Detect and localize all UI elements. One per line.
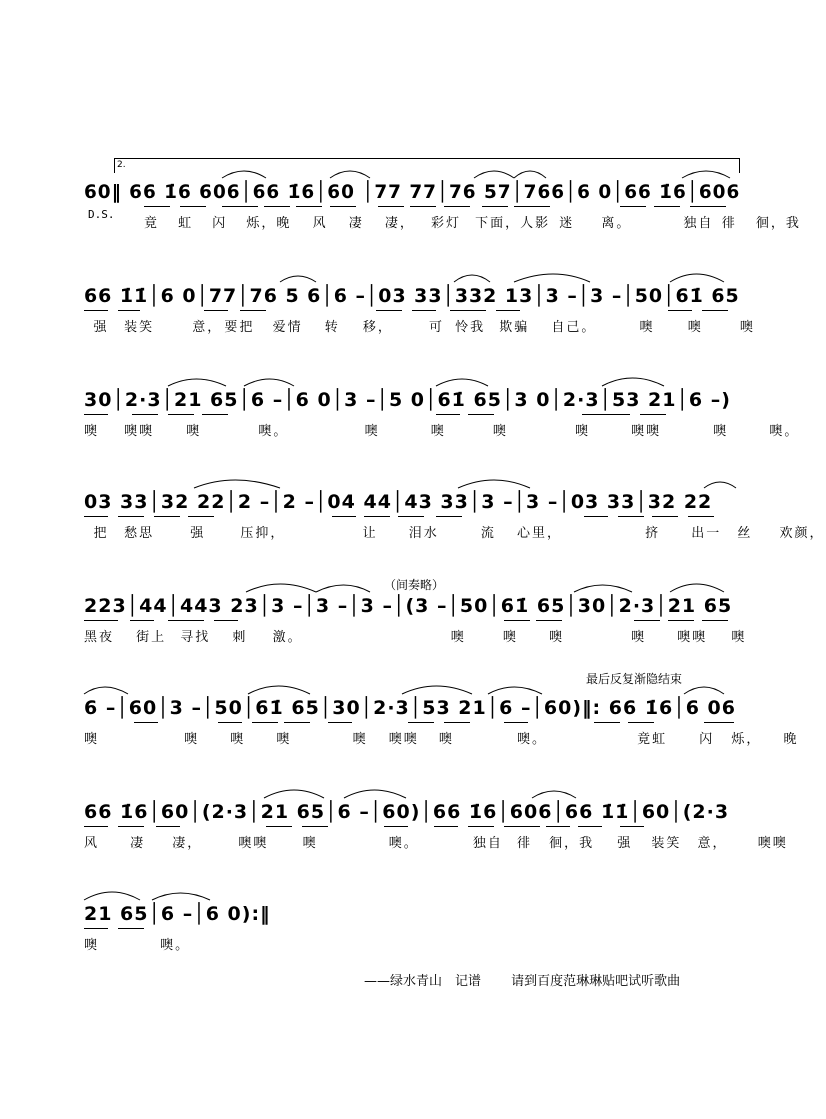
credit-author: ——绿水青山 记谱 [364, 974, 482, 989]
lyric-syllable: 出一 [691, 526, 722, 541]
duration-underline [594, 722, 620, 723]
duration-underline [118, 826, 144, 827]
lyric-syllable: 虹 [178, 216, 194, 231]
lyric-line [84, 422, 800, 442]
duration-underline [168, 414, 194, 415]
lyric-syllable: 彩灯 [430, 216, 461, 231]
duration-underline [578, 826, 602, 827]
credit-tip: 请到百度范琳琳贴吧试听歌曲 [511, 974, 681, 989]
duration-underline [330, 206, 356, 207]
duration-underline [118, 516, 144, 517]
duration-underline [702, 310, 728, 311]
duration-underline [154, 516, 180, 517]
interlude-note: （间奏略） [384, 578, 445, 592]
duration-underline [332, 516, 356, 517]
duration-underline [468, 826, 494, 827]
lyric-syllable: 噢 [84, 732, 100, 747]
lyric-syllable: 意， [697, 836, 728, 851]
duration-underline [604, 414, 630, 415]
duration-underline [408, 722, 434, 723]
lyric-syllable: 怜我 [455, 320, 486, 335]
duration-underline [434, 826, 458, 827]
lyric-syllable: 竟 [144, 216, 160, 231]
lyric-syllable: 可 [428, 320, 444, 335]
lyric-syllable: 噢 [713, 424, 729, 439]
duration-underline [482, 206, 508, 207]
duration-underline [132, 414, 158, 415]
lyric-syllable: 噢 [302, 836, 318, 851]
lyric-syllable: 装笑 [651, 836, 682, 851]
lyric-syllable: 流 [480, 526, 496, 541]
duration-underline [84, 516, 108, 517]
duration-underline [118, 928, 144, 929]
lyric-syllable: 欢颜， [779, 526, 825, 541]
lyric-syllable: 噢噢 [124, 424, 155, 439]
lyric-syllable: 凄， [384, 216, 415, 231]
duration-underline [436, 516, 462, 517]
ending-note: 最后反复渐隐结束 [586, 672, 683, 686]
lyric-syllable: 风 [312, 216, 328, 231]
lyric-syllable: 把 [93, 526, 109, 541]
duration-underline [296, 206, 322, 207]
lyric-syllable: 压抑， [240, 526, 286, 541]
lyric-syllable: 泪水 [408, 526, 439, 541]
duration-underline [214, 620, 238, 621]
lyric-line [84, 730, 799, 750]
lyric-syllable: 噢。 [258, 424, 289, 439]
lyric-syllable: 自己。 [551, 320, 597, 335]
lyric-syllable: 离。 [601, 216, 632, 231]
duration-underline [328, 722, 352, 723]
lyric-syllable: 愁思 [124, 526, 155, 541]
duration-underline [468, 414, 494, 415]
duration-underline [634, 620, 660, 621]
lyric-syllable: 噢 [438, 732, 454, 747]
lyric-syllable: 噢。 [516, 732, 547, 747]
duration-underline [668, 310, 692, 311]
lyric-syllable: 转 [324, 320, 340, 335]
volta-label: 2. [117, 160, 126, 170]
lyric-syllable: 烁，晚 [246, 216, 292, 231]
lyric-syllable: 噢噢 [238, 836, 269, 851]
lyric-syllable: 凄 [130, 836, 146, 851]
lyric-syllable: 欺骗 [499, 320, 530, 335]
duration-underline [444, 206, 470, 207]
notation-line: 223│44│443 23│3 –│3 –│3 –│(3 –│50│61̇ 65│30│2·3│21 65 [84, 595, 733, 617]
duration-underline [504, 620, 530, 621]
lyric-syllable: 激。 [272, 630, 303, 645]
notation-line: 66 1̇6│60│(2·3│21 65│6 –│60)│66 1̇6│606│66 1̇1̇│60│(2·3 [84, 801, 730, 823]
duration-underline [704, 722, 734, 723]
underline-marks [84, 310, 740, 316]
lyric-syllable: 噢 [687, 320, 703, 335]
lyric-syllable: 意， [192, 320, 223, 335]
duration-underline [398, 516, 424, 517]
underline-marks [84, 516, 740, 522]
underline-marks [84, 826, 740, 832]
lyric-syllable: 噢 [574, 424, 590, 439]
lyric-syllable: 徊，我 [549, 836, 595, 851]
duration-underline [496, 310, 520, 311]
lyric-syllable: 挤 [645, 526, 661, 541]
lyric-line [84, 318, 755, 338]
underline-marks [84, 722, 740, 728]
lyric-syllable: 噢 [502, 630, 518, 645]
lyric-syllable: 刺 [232, 630, 248, 645]
lyric-line [84, 834, 788, 854]
duration-underline [84, 310, 108, 311]
lyric-syllable: 徘 [516, 836, 532, 851]
notation-line: 21 65│6 –│6 0):‖ [84, 903, 271, 925]
duration-underline [690, 206, 726, 207]
duration-underline [410, 206, 436, 207]
lyric-syllable: 移， [362, 320, 393, 335]
duration-underline [536, 620, 562, 621]
duration-underline [202, 414, 228, 415]
duration-underline [156, 826, 180, 827]
lyric-syllable: 闪 [699, 732, 715, 747]
lyric-line [84, 628, 747, 648]
duration-underline [204, 310, 228, 311]
credit-line [364, 970, 706, 989]
duration-underline [188, 516, 214, 517]
lyric-syllable: 凄， [172, 836, 203, 851]
duration-underline [302, 826, 328, 827]
duration-underline [702, 620, 728, 621]
notation-line: 66 1̇1̇│6 0│77│76 5 6│6 –│03 33│332 13│3 –│3 –│50│61̇ 65 [84, 285, 740, 307]
underline-marks [84, 928, 740, 934]
lyric-syllable: 凄 [348, 216, 364, 231]
lyric-syllable: 噢 [84, 424, 100, 439]
lyric-syllable: 独自 [472, 836, 503, 851]
lyric-syllable: 徘 [721, 216, 737, 231]
lyric-syllable: 心里， [516, 526, 562, 541]
duration-underline [546, 826, 570, 827]
lyric-syllable: 寻找 [180, 630, 211, 645]
lyric-syllable: 噢 [184, 732, 200, 747]
lyric-syllable: 迷 [559, 216, 575, 231]
underline-marks [84, 206, 740, 212]
lyric-syllable: 噢 [639, 320, 655, 335]
duration-underline [118, 310, 140, 311]
lyric-line [84, 524, 825, 544]
duration-underline [378, 206, 404, 207]
lyric-syllable: 风 [84, 836, 100, 851]
duration-underline [180, 206, 206, 207]
duration-underline [252, 722, 278, 723]
lyric-syllable: 徊，我 [755, 216, 801, 231]
duration-underline [668, 620, 694, 621]
duration-underline [84, 826, 108, 827]
lyric-syllable: 噢。 [388, 836, 419, 851]
lyric-syllable: 独自 [683, 216, 714, 231]
lyric-syllable: 噢 [230, 732, 246, 747]
duration-underline [264, 206, 290, 207]
lyric-syllable: 噢。 [160, 938, 191, 953]
lyric-syllable: 噢 [631, 630, 647, 645]
duration-underline [640, 414, 666, 415]
lyric-syllable: 噢。 [769, 424, 800, 439]
lyric-syllable: 闪 [212, 216, 228, 231]
lyric-syllable: 噢 [186, 424, 202, 439]
lyric-syllable: 街上 [136, 630, 167, 645]
duration-underline [240, 310, 266, 311]
duration-underline [444, 722, 470, 723]
duration-underline [376, 310, 402, 311]
lyric-syllable: 噢噢 [388, 732, 419, 747]
lyric-syllable: 晚 [783, 732, 799, 747]
notation-line: 03 33│32 22│2 –│2 –│04 44│43 33│3 –│3 –│03 33│32 22 [84, 491, 713, 513]
duration-underline [384, 826, 408, 827]
duration-underline [144, 206, 170, 207]
duration-underline [284, 722, 310, 723]
lyric-syllable: 爱情 [272, 320, 303, 335]
duration-underline [652, 516, 678, 517]
lyric-line [84, 936, 740, 956]
lyric-syllable: 烁， [731, 732, 762, 747]
lyric-syllable: 噢噢 [677, 630, 708, 645]
lyric-syllable: 噢 [352, 732, 368, 747]
duration-underline [134, 722, 158, 723]
lyric-syllable: 噢噢 [757, 836, 788, 851]
duration-underline [130, 620, 154, 621]
duration-underline [620, 826, 644, 827]
ds-marker: D.S. [88, 208, 115, 221]
duration-underline [364, 516, 390, 517]
lyric-syllable: 噢 [276, 732, 292, 747]
underline-marks [84, 414, 740, 420]
duration-underline [168, 620, 204, 621]
lyric-syllable: 噢 [731, 630, 747, 645]
lyric-syllable: 强 [617, 836, 633, 851]
duration-underline [654, 206, 680, 207]
duration-underline [222, 206, 258, 207]
duration-underline [628, 722, 654, 723]
lyric-syllable: 噢 [548, 630, 564, 645]
duration-underline [436, 414, 460, 415]
lyric-syllable: 噢 [364, 424, 380, 439]
duration-underline [450, 310, 486, 311]
duration-underline [504, 722, 528, 723]
notation-line: 6 –│60│3 –│50│61̇ 65│30│2·3│53 21│6 –│60)‖: 66 1̇6│6 06 [84, 697, 736, 719]
duration-underline [218, 722, 242, 723]
lyric-syllable: 噢 [492, 424, 508, 439]
duration-underline [688, 516, 714, 517]
lyric-syllable: 竟虹 [637, 732, 668, 747]
underline-marks [84, 620, 740, 626]
duration-underline [504, 826, 540, 827]
lyric-syllable: 黑夜 [84, 630, 115, 645]
lyric-syllable: 装笑 [124, 320, 155, 335]
duration-underline [84, 928, 108, 929]
lyric-syllable: 噢 [739, 320, 755, 335]
lyric-line [144, 214, 801, 234]
duration-underline [266, 826, 292, 827]
duration-underline [514, 206, 550, 207]
notation-line: 60‖ 66 1̇6 606│66 1̇6│60 │77 77│76 57│766│6 0│66 1̇6│606 [84, 181, 741, 203]
duration-underline [84, 414, 108, 415]
lyric-syllable: 噢 [450, 630, 466, 645]
duration-underline [620, 206, 646, 207]
lyric-syllable: 噢噢 [631, 424, 662, 439]
lyric-syllable: 噢 [430, 424, 446, 439]
lyric-syllable: 丝 [737, 526, 753, 541]
lyric-syllable: 强 [190, 526, 206, 541]
duration-underline [584, 516, 608, 517]
lyric-syllable: 让 [362, 526, 378, 541]
duration-underline [412, 310, 436, 311]
lyric-syllable: 强 [93, 320, 109, 335]
duration-underline [84, 620, 118, 621]
lyric-syllable: 噢 [84, 938, 100, 953]
notation-line: 30│2·3│21 65│6 –│6 0│3 –│5 0│61̇ 65│3 0│2·3│53 21│6 –) [84, 389, 731, 411]
duration-underline [618, 516, 644, 517]
lyric-syllable: 下面，人影 [475, 216, 551, 231]
lyric-syllable: 要把 [224, 320, 255, 335]
